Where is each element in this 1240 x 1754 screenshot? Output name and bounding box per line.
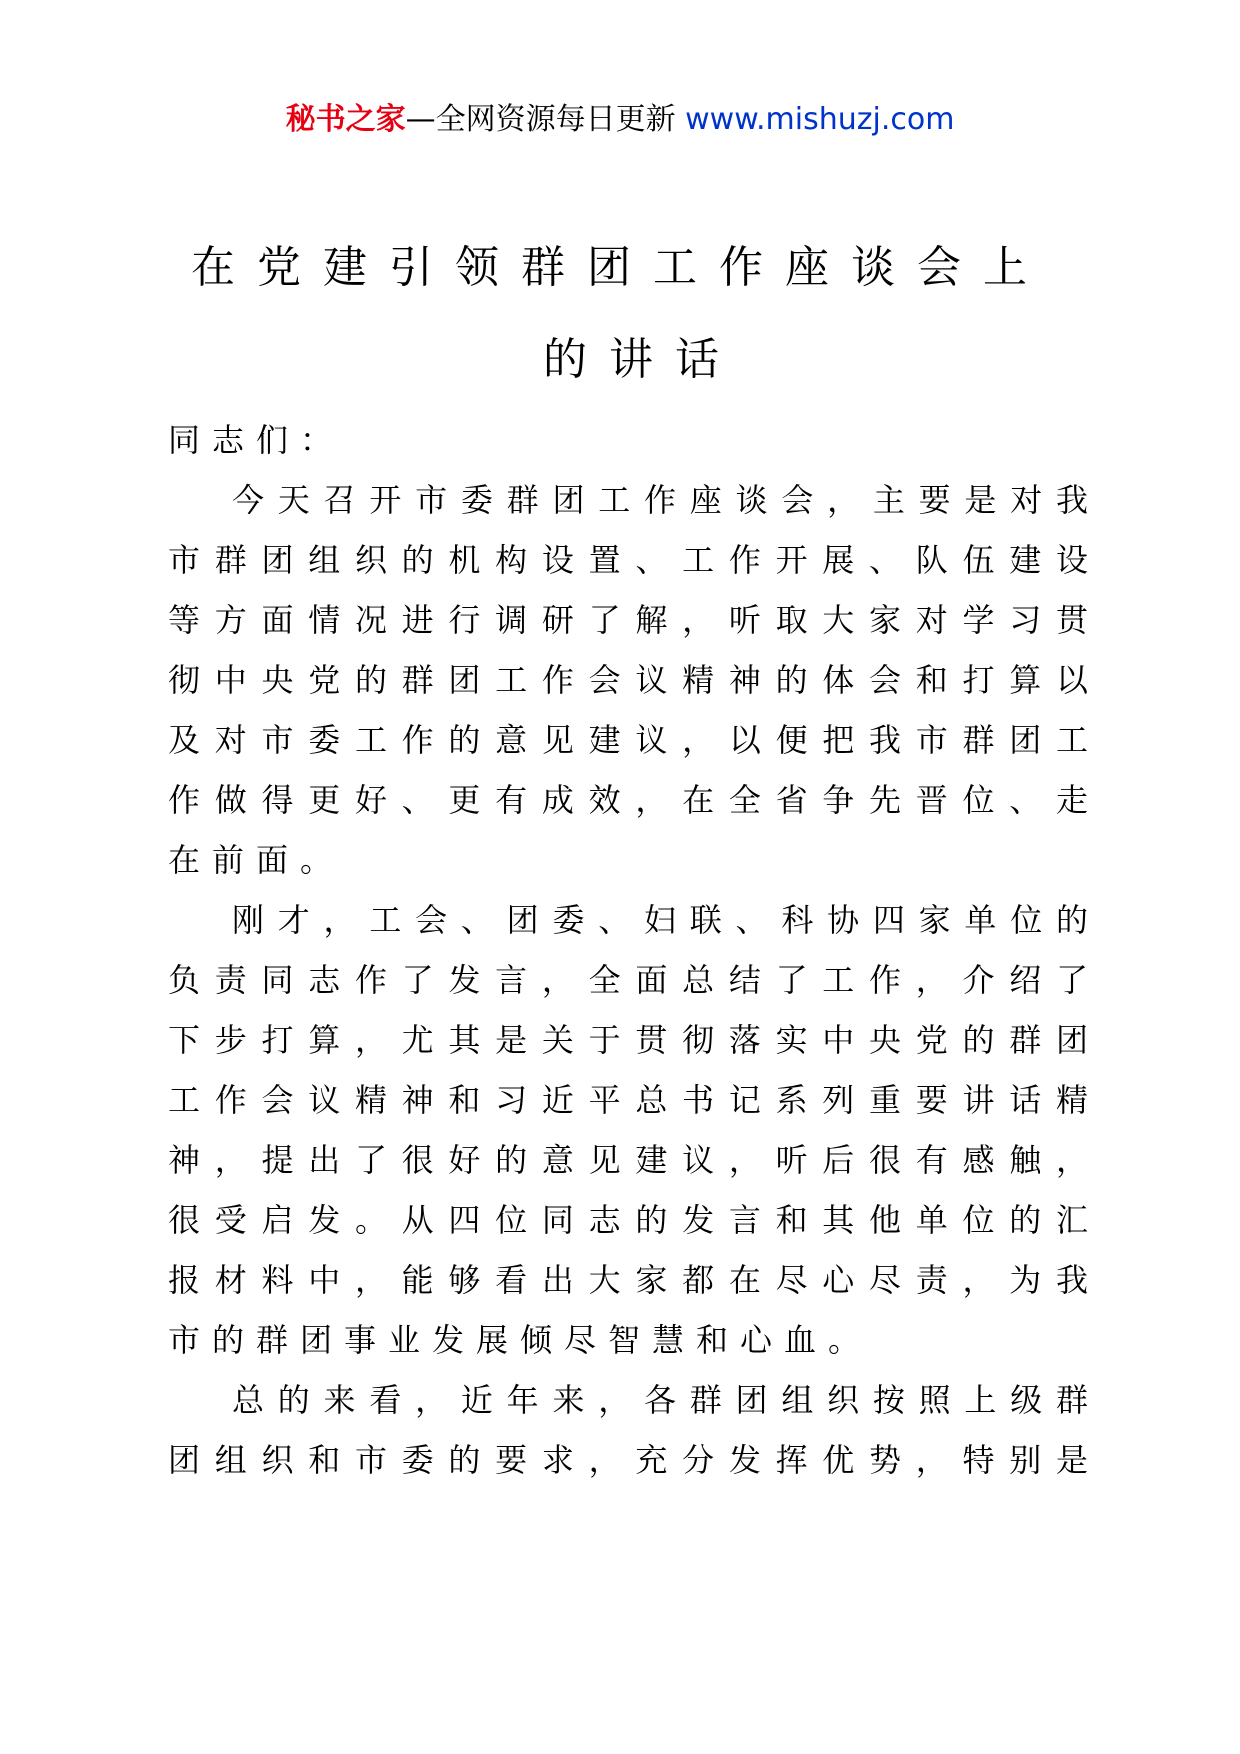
text-line: 下步打算，尤其是关于贯彻落实中央党的群团 <box>168 1021 1088 1059</box>
text-line: 很受启发。从四位同志的发言和其他单位的汇 <box>168 1201 1088 1239</box>
document-body <box>168 410 1088 1490</box>
text-line: 市的群团事业发展倾尽智慧和心血。 <box>168 1321 873 1359</box>
site-url-link[interactable]: www.mishuzj.com <box>685 102 955 137</box>
header-tagline: —全网资源每日更新 <box>405 102 686 137</box>
text-line: 市群团组织的机构设置、工作开展、队伍建设 <box>168 541 1088 579</box>
paragraph-1 <box>168 470 1088 890</box>
paragraph-3 <box>168 1370 1088 1490</box>
text-line: 在前面。 <box>168 841 345 879</box>
document-title-line-1: 在党建引领群团工作座谈会上 <box>191 242 1049 293</box>
paragraph-2 <box>168 890 1088 1370</box>
text-line: 负责同志作了发言，全面总结了工作，介绍了 <box>168 961 1088 999</box>
salutation: 同志们： <box>168 421 345 459</box>
text-line: 工作会议精神和习近平总书记系列重要讲话精 <box>168 1081 1088 1119</box>
document-title-line-2: 的讲话 <box>543 334 741 385</box>
text-line: 作做得更好、更有成效，在全省争先晋位、走 <box>168 781 1088 819</box>
text-line: 彻中央党的群团工作会议精神的体会和打算以 <box>168 661 1088 699</box>
site-header <box>0 100 1240 140</box>
text-line: 团组织和市委的要求，充分发挥优势，特别是 <box>168 1441 1088 1479</box>
text-line: 今天召开市委群团工作座谈会，主要是对我 <box>232 481 1088 519</box>
text-line: 刚才，工会、团委、妇联、科协四家单位的 <box>232 901 1088 939</box>
text-line: 神，提出了很好的意见建议，听后很有感触， <box>168 1141 1088 1179</box>
text-line: 及对市委工作的意见建议，以便把我市群团工 <box>168 721 1088 759</box>
text-line: 总的来看，近年来，各群团组织按照上级群 <box>232 1381 1088 1419</box>
text-line: 报材料中，能够看出大家都在尽心尽责，为我 <box>168 1261 1088 1299</box>
brand-name: 秘书之家 <box>285 102 406 137</box>
text-line: 等方面情况进行调研了解，听取大家对学习贯 <box>168 601 1088 639</box>
